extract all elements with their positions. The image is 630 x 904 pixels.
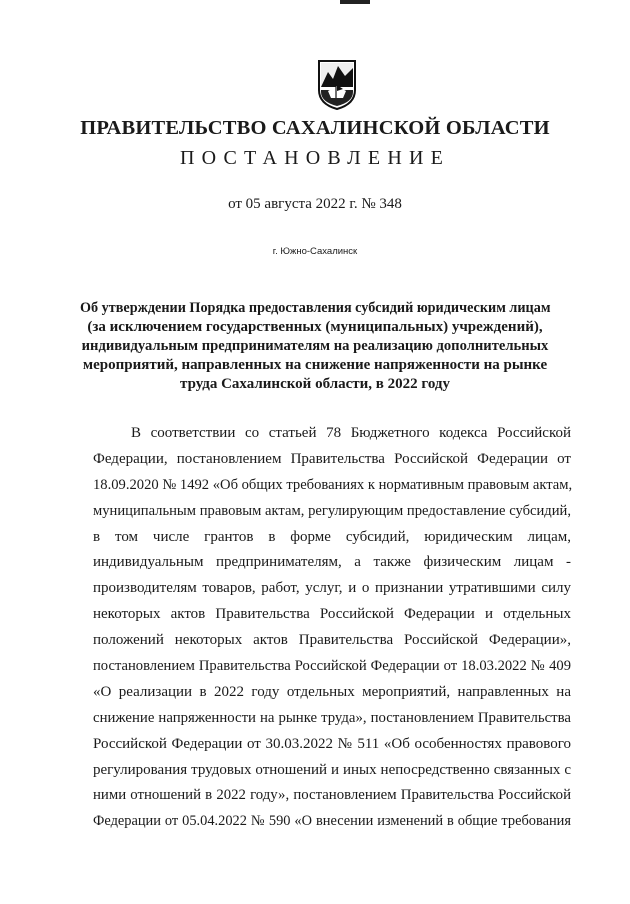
body-line: постановлением Правительства Российской Федерации от 18.03.2022 № 409: [93, 658, 571, 675]
coat-of-arms-icon: [316, 58, 358, 110]
body-line: В соответствии со статьей 78 Бюджетного кодекса Российской: [131, 425, 571, 441]
document-date-number: от 05 августа 2022 г. № 348: [228, 196, 402, 212]
title-line: труда Сахалинской области, в 2022 году: [180, 376, 450, 392]
body-line: регулирования трудовых отношений и иных непосредственно связанных с: [93, 761, 571, 778]
scan-edge-mark: [340, 0, 370, 4]
body-line: Федерации от 05.04.2022 № 590 «О внесении изменений в общие требования: [93, 813, 571, 830]
document-type: ПОСТАНОВЛЕНИЕ: [179, 147, 451, 169]
body-line: ними отношений в 2022 году», постановлением Правительства Российской: [93, 787, 571, 804]
title-line: мероприятий, направленных на снижение напряженности на рынке: [82, 357, 548, 373]
body-line: производителям товаров, работ, услуг, и о признании утратившими силу: [93, 580, 571, 597]
body-line: в том числе грантов в форме субсидий, юридическим лицам,: [93, 528, 571, 545]
body-line: 18.09.2020 № 1492 «Об общих требованиях к нормативным правовым актам,: [93, 476, 573, 493]
body-line: муниципальным правовым актам, регулирующим предоставление субсидий,: [93, 502, 571, 519]
body-line: Российской Федерации от 30.03.2022 № 511 «Об особенностях правового: [93, 735, 571, 752]
body-line: «О реализации в 2022 году отдельных мероприятий, направленных на: [93, 683, 571, 700]
document-city: г. Южно-Сахалинск: [272, 246, 358, 257]
body-line: положений некоторых актов Правительства Российской Федерации»,: [93, 632, 571, 649]
body-line: некоторых актов Правительства Российской Федерации и отдельных: [93, 606, 571, 623]
title-line: (за исключением государственных (муниципальных) учреждений),: [87, 319, 543, 335]
body-line: индивидуальным предпринимателям, а также физическим лицам -: [93, 554, 571, 571]
body-line: Федерации, постановлением Правительства Российской Федерации от: [93, 450, 571, 467]
body-line: снижение напряженности на рынке труда», постановлением Правительства: [93, 709, 571, 726]
title-line: индивидуальным предпринимателям на реализацию дополнительных: [81, 338, 549, 354]
document-title: [80, 299, 550, 394]
document-body: [93, 421, 571, 835]
title-line: Об утверждении Порядка предоставления субсидий юридическим лицам: [80, 300, 551, 316]
organization-name: ПРАВИТЕЛЬСТВО САХАЛИНСКОЙ ОБЛАСТИ: [80, 117, 550, 139]
